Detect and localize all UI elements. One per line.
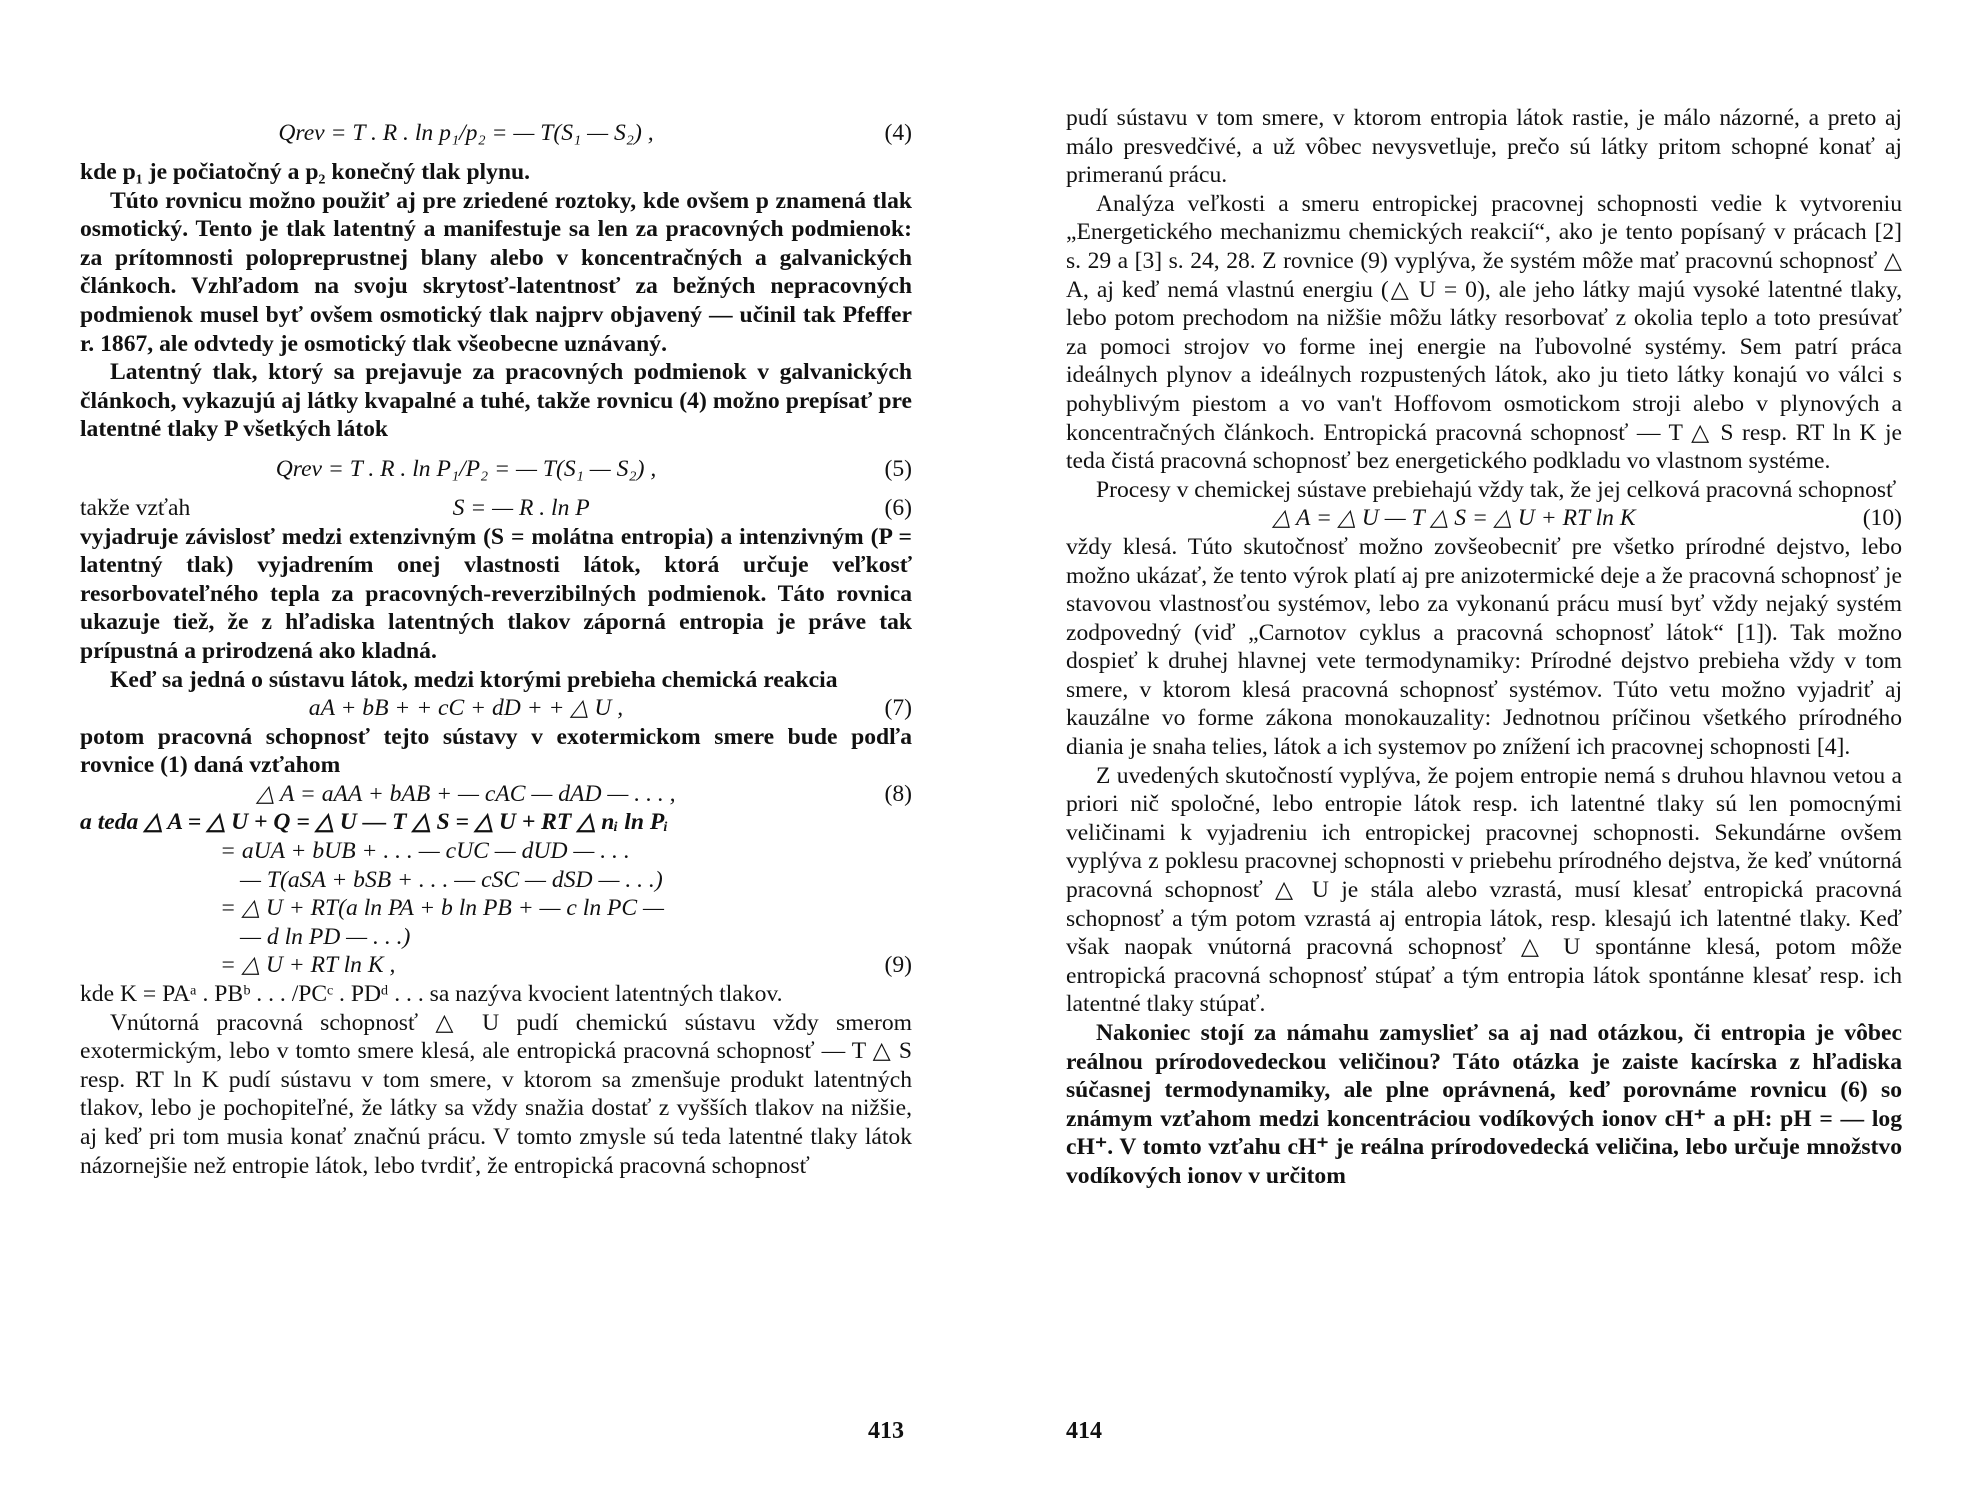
equation-9-line: — T(aSA + bSB + . . . — cSC — dSD — . . .): [240, 866, 663, 893]
paragraph-internal-work: Vnútorná pracovná schopnosť △ U pudí chemickú sústavu vždy smerom exotermickým, lebo v tomto smere klesá, ale entropická pracovná schopnosť — T △ S resp. RT ln K pudí sústavu v tom smere, v ktorom sa zmenšuje produkt latentných tlakov, lebo je pochopiteľné, že látky sa vždy snažia dostať z vyšších tlakov na nižšie, aj keď pri tom musia konať značnú prácu. V tomto zmysle sú teda latentné tlaky látok názornejšie než entropie látok, lebo tvrdiť, že entropická pracovná schopnosť: [80, 1009, 912, 1179]
left-column: [80, 108, 912, 1180]
equation-9-block: [80, 808, 912, 980]
equation-10-number: (10): [1862, 505, 1902, 532]
paragraph-processes: Procesy v chemickej sústave prebiehajú vždy tak, že jej celková pracovná schopnosť: [1096, 476, 1897, 503]
equation-8: [80, 780, 912, 809]
equation-10: [1066, 504, 1902, 533]
paragraph-continuation: pudí sústavu v tom smere, v ktorom entropia látok rastie, je málo názorné, a preto aj málo presvedčivé, a už vôbec nevysvetluje, prečo sú látky pritom schopné konať aj primeranú prácu.: [1066, 105, 1902, 189]
equation-6-number: (6): [884, 494, 912, 521]
equation-6: [80, 494, 912, 523]
paragraph-quotient: kde K = PAᵃ . PBᵇ . . . /PCᶜ . PDᵈ . . . sa nazýva kvocient latentných tlakov.: [80, 981, 783, 1008]
equation-6-label: takže vzťah: [80, 494, 191, 521]
paragraph-conclusions: Z uvedených skutočností vyplýva, že pojem entropie nemá s druhou hlavnou vetou a priori nič spoločné, lebo entropie látok resp. ich latentné tlaky sú len pomocnými veličinami k vyjadreniu ich entropickej pracovnej schopnosti. Sekundárne ovšem vyplýva z poklesu pracovnej schopnosti v priebehu prírodného dejstva, že keď vnútorná pracovná schopnosť △ U je stála alebo vzrastá, musí klesať entropická pracovná schopnosť a tým potom vzrastá aj entropia látok, resp. klesajú ich latentné tlaky. Keď však naopak vnútorná pracovná schopnosť △ U spontánne klesá, potom môže entropická pracovná schopnosť stúpať a tým entropia látok spontánne klesať resp. ich latentné tlaky stúpať.: [1066, 762, 1902, 1018]
page-number-right: 414: [1066, 1418, 1102, 1444]
paragraph-entropy-relation: vyjadruje závislosť medzi extenzivným (S = molátna entropia) a intenzivným (P = latentný tlak) vyjadrením onej vlastnosti látok, ktorá určuje veľkosť resorbovateľného tepla za pracovných-reverzibilných podmienok. Táto rovnica ukazuje tiež, že z hľadiska latentných tlakov záporná entropia je práve tak prípustná a prirodzená ako kladná.: [80, 523, 912, 664]
paragraph-second-law: vždy klesá. Túto skutočnosť možno zovšeobecniť pre všetko prírodné dejstvo, lebo možno ukázať, že tento výrok platí aj pre anizotermické deje a že pracovná schopnosť je stavovou vlastnosťou systémov, lebo za vykonanú prácu musí byť vždy nejaký systém zodpovedný (viď „Carnotov cyklus a pracovná schopnosť látok“ [1]). Tak možno dospieť k druhej hlavnej vete termodynamiky: Prírodné dejstvo prebieha vždy v tom smere, v ktorom klesá pracovná schopnosť systémov. Túto vetu možno vyjadriť aj kauzálne vo forme zákona monokauzality: Jednotnou príčinou všetkého prírodného diania je snaha telies, látok a ich systemov po znížení ich pracovnej schopnosti [4].: [1066, 533, 1902, 761]
paragraph-reaction-intro: Keď sa jedná o sústavu látok, medzi ktorými prebieha chemická reakcia: [110, 666, 838, 693]
equation-10-expression: △ A = △ U — T △ S = △ U + RT ln K: [1272, 505, 1636, 532]
equation-8-number: (8): [884, 780, 912, 807]
paragraph-latent-pressure: Latentný tlak, ktorý sa prejavuje za pracovných podmienok v galvanických článkoch, vykazujú aj látky kvapalné a tuhé, takže rovnicu (4) možno prepísať pre latentné tlaky P všetkých látok: [80, 359, 912, 443]
equation-5: [80, 444, 912, 494]
equation-6-expression: S = — R . ln P: [452, 494, 590, 521]
right-column: [1066, 104, 1902, 1191]
equation-7-number: (7): [884, 695, 912, 722]
equation-9-number: (9): [884, 952, 912, 979]
equation-7-expression: aA + bB + + cC + dD + + △ U ,: [308, 695, 624, 722]
equation-9-line: = aUA + bUB + . . . — cUC — dUD — . . .: [220, 838, 630, 865]
equation-7: [80, 694, 912, 723]
equation-9-line: = △ U + RT ln K ,: [220, 952, 396, 979]
page-number-left: 413: [868, 1418, 904, 1444]
paragraph-work-capacity: potom pracovná schopnosť tejto sústavy v exotermickom smere bude podľa rovnice (1) daná vzťahom: [80, 723, 912, 779]
equation-9-line: — d ln PD — . . .): [240, 923, 411, 950]
equation-9-final-line: [80, 951, 912, 980]
paragraph-osmotic-pressure: Túto rovnicu možno použiť aj pre zriedené roztoky, kde ovšem p znamená tlak osmotický. Tento je tlak latentný a manifestuje sa len za pracovných podmienok: za prítomnosti polopreprustnej blany alebo v koncentračných a galvanických článkoch. Vzhľadom na svoju skrytosť-latentnosť za bežných nepracovných podmienok musel byť ovšem osmotický tlak najprv objavený — učinil tak Pfeffer r. 1867, ale odvtedy je osmotický tlak všeobecne uznávaný.: [80, 187, 912, 357]
paragraph-final-question: Nakoniec stojí za námahu zamyslieť sa aj nad otázkou, či entropia je vôbec reálnou prírodovedeckou veličinou? Táto otázka je zaiste kacírska z hľadiska súčasnej termodynamiky, ale plne oprávnená, keď porovnáme rovnicu (6) so známym vzťahom medzi koncentráciou vodíkových ionov cH⁺ a pH: pH = — log cH⁺. V tomto vzťahu cH⁺ je reálna prírodovedecká veličina, lebo určuje množstvo vodíkových ionov v určitom: [1066, 1020, 1902, 1189]
equation-9-line: = △ U + RT(a ln PA + b ln PB + — c ln PC —: [220, 895, 665, 922]
equation-4-expression: Qrev = T . R . ln p₁/p₂ = — T(S₁ — S₂) ,: [278, 119, 654, 146]
equation-4-number: (4): [884, 119, 912, 146]
right-page: [990, 0, 1980, 1500]
paragraph-pressure-definition: kde p₁ je počiatočný a p₂ konečný tlak plynu.: [80, 159, 531, 185]
equation-5-number: (5): [884, 455, 912, 482]
equation-4: [80, 108, 912, 158]
equation-5-expression: Qrev = T . R . ln P₁/P₂ = — T(S₁ — S₂) ,: [275, 455, 657, 482]
equation-9-line: a teda △ A = △ U + Q = △ U — T △ S = △ U + RT △ nᵢ ln Pᵢ: [80, 809, 669, 836]
equation-8-expression: △ A = aAA + bAB + — cAC — dAD — . . . ,: [256, 780, 676, 807]
paragraph-analysis: Analýza veľkosti a smeru entropickej pracovnej schopnosti vedie k vytvoreniu „Energetického mechanizmu chemických reakcií“, ako je tento popísaný v prácach [2] s. 29 a [3] s. 24, 28. Z rovnice (9) vyplýva, že systém môže mať pracovnú schopnosť △ A, aj keď nemá vlastnú energiu (△ U = 0), ale jeho látky majú vysoké latentné tlaky, lebo potom prechodom na nižšie môžu látky resorbovať z okolia teplo a toto presúvať za pomoci strojov vo forme inej energie na ľubovolné systémy. Sem patrí práca ideálnych plynov a ideálnych rozpustených látok, ako ju tieto látky konajú vo válci s pohyblivým piestom a vo van't Hoffovom osmotickom stroji alebo v plynových a koncentračných článkoch. Entropická pracovná schopnosť — T △ S resp. RT ln K je teda čistá pracovná schopnosť bez energetického podkladu vo vlastnom systéme.: [1066, 190, 1902, 475]
